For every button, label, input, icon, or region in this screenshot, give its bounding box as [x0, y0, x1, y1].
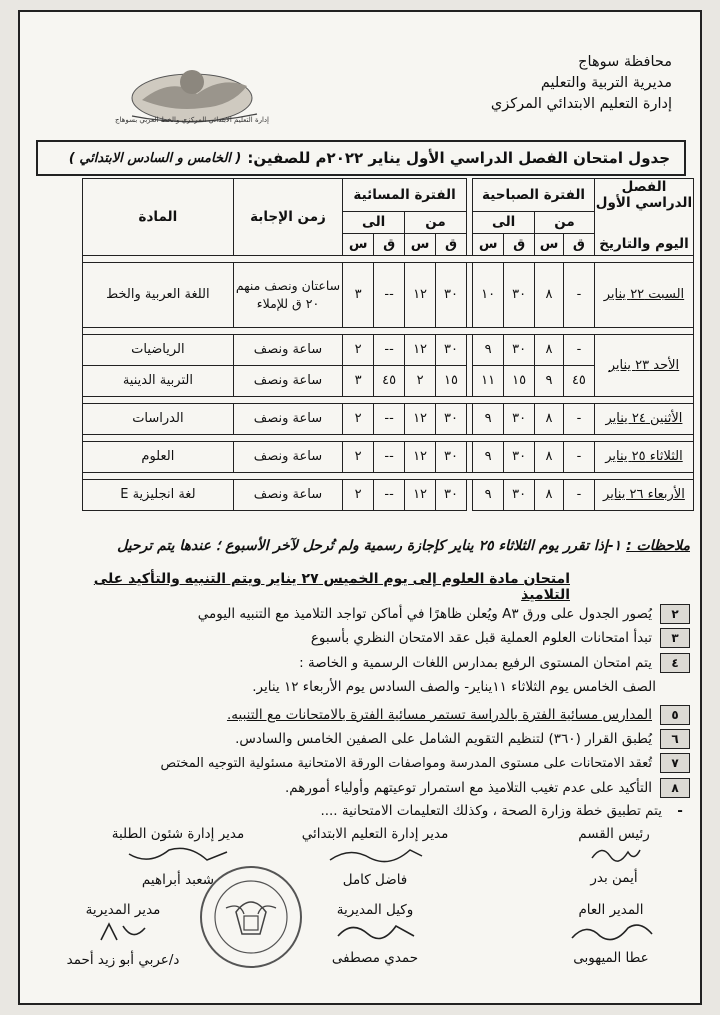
cell: ٨: [535, 334, 564, 365]
row-subject: اللغة العربية والخط: [83, 262, 234, 327]
note-text: يتم امتحان المستوى الرفيع بمدارس اللغات الرسمية و الخاصة :: [299, 655, 652, 671]
header-evening-to: الى: [343, 211, 405, 233]
cell: -: [563, 441, 594, 472]
cell: ٩: [535, 365, 564, 396]
header-evening: الفترة المسائية: [343, 179, 467, 212]
row-subject: العلوم: [83, 441, 234, 472]
note-number: ٢: [660, 604, 690, 624]
cell: ٢: [405, 365, 436, 396]
header-e-from-m: ق: [436, 233, 467, 255]
header-e-to-h: س: [343, 233, 374, 255]
header-m-to-m: ق: [504, 233, 535, 255]
cell: ٨: [535, 479, 564, 510]
table-row: [83, 334, 694, 365]
cell: -: [563, 479, 594, 510]
cell: ١٢: [405, 403, 436, 434]
signature-title: المدير العام: [578, 902, 644, 918]
cell: -: [563, 334, 594, 365]
note-3: [50, 628, 690, 648]
table-row: [83, 441, 694, 472]
header-evening-from: من: [405, 211, 467, 233]
note-number: ٧: [660, 753, 690, 773]
signature-name: عطا الميهوبى: [573, 950, 649, 966]
cell: ٣: [343, 365, 374, 396]
signature-name: د/عربي أبو زيد أحمد: [66, 952, 180, 968]
handwritten-signature-icon: [584, 842, 644, 866]
row-day: الثلاثاء ٢٥ يناير: [594, 441, 693, 472]
cell: ٩: [473, 403, 504, 434]
cell: ٤٥: [374, 365, 405, 396]
row-duration: ساعة ونصف: [233, 479, 342, 510]
note-text: تُعقد الامتحانات على مستوى المدرسة ومواصفات الورقة الامتحانية مسئولية التوجيه المختص: [160, 755, 652, 771]
row-day: السبت ٢٢ يناير: [594, 262, 693, 327]
row-duration: ساعة ونصف: [233, 365, 342, 396]
cell: ١٢: [405, 479, 436, 510]
cell: --: [374, 403, 405, 434]
header-block: [412, 52, 672, 115]
signature-name: أيمن بدر: [590, 870, 638, 886]
row-duration: ساعة ونصف: [233, 334, 342, 365]
note-1: ١-إذا تقرر يوم الثلاثاء ٢٥ يناير كإجازة رسمية ولم تُرحل لآخر الأسبوع ؛ عندها يتم ترحيل: [117, 538, 622, 554]
cell: ١٢: [405, 262, 436, 327]
cell: ٢: [343, 441, 374, 472]
cell: ٩: [473, 441, 504, 472]
cell: ٣٠: [504, 441, 535, 472]
note-1-continued: امتحان مادة العلوم إلى يوم الخميس ٢٧ يناير ويتم التنبيه والتأكيد على التلاميذ: [93, 571, 570, 603]
signature-name: حمدي مصطفى: [331, 950, 419, 966]
note-text: يتم تطبيق خطة وزارة الصحة ، وكذلك التعليمات الامتحانية ....: [320, 803, 662, 819]
notes-label: ملاحظات :: [626, 538, 690, 554]
header-term: الفصل الدراسي الأول: [595, 179, 693, 211]
header-m-to-h: س: [473, 233, 504, 255]
row-subject: لغة انجليزية E: [83, 479, 234, 510]
cell: --: [374, 441, 405, 472]
cell: ٣٠: [504, 334, 535, 365]
header-day: اليوم والتاريخ: [594, 233, 693, 255]
cell: ٣: [343, 262, 374, 327]
table-row: [83, 262, 694, 327]
note-9: [50, 803, 690, 819]
note-text: يُصور الجدول على ورق A٣ ويُعلن ظاهرًا في أماكن تواجد التلاميذ مع التنبيه اليومي: [197, 606, 652, 622]
signature-name: شعبد أبراهيم: [141, 872, 215, 888]
cell: ٨: [535, 262, 564, 327]
header-subject: المادة: [83, 179, 234, 256]
note-number: ٨: [660, 778, 690, 798]
note-5: [50, 705, 690, 725]
administration: إدارة التعليم الابتدائي المركزي: [490, 96, 672, 112]
note-text: المدارس مسائية الفترة بالدراسة تستمر مسائية الفترة بالامتحانات مع التنبيه.: [226, 707, 652, 723]
cell: ١٢: [405, 334, 436, 365]
cell: ٣٠: [436, 441, 467, 472]
signature-title: رئيس القسم: [578, 826, 650, 842]
signature-head-of-department: [554, 826, 674, 886]
signature-title: مدير المديرية: [85, 902, 161, 918]
note-6: [50, 729, 690, 749]
cell: ٣٠: [504, 403, 535, 434]
cell: --: [374, 334, 405, 365]
bullet-icon: -: [677, 803, 683, 819]
cell: ١٢: [405, 441, 436, 472]
note-text: يُطبق القرار (٣٦٠) لتنظيم التقويم الشامل على الصفين الخامس والسادس.: [235, 731, 652, 747]
row-subject: الرياضيات: [83, 334, 234, 365]
note-2: [50, 604, 690, 624]
cell: ٣٠: [436, 262, 467, 327]
row-duration: ساعة ونصف: [233, 441, 342, 472]
signature-primary-director: [280, 826, 470, 888]
note-8: [50, 778, 690, 798]
signature-title: مدير إدارة التعليم الابتدائي: [301, 826, 449, 842]
header-morning-to: الى: [473, 211, 535, 233]
table-row: [83, 403, 694, 434]
signature-title: مدير إدارة شئون الطلبة: [111, 826, 245, 842]
header-morning: الفترة الصباحية: [473, 179, 595, 212]
cell: ٤٥: [563, 365, 594, 396]
exam-schedule-table: [82, 178, 694, 511]
note-text: الصف الخامس يوم الثلاثاء ١١يناير- والصف السادس يوم الأربعاء ١٢ يناير.: [252, 679, 656, 695]
handwritten-signature-icon: [93, 918, 153, 948]
cell: ٣٠: [436, 334, 467, 365]
cell: ٣٠: [504, 479, 535, 510]
row-subject: الدراسات: [83, 403, 234, 434]
cell: ١٠: [473, 262, 504, 327]
cell: ٩: [473, 479, 504, 510]
note-number: ٣: [660, 628, 690, 648]
logo-caption: إدارة التعليم الابتدائي المركزي والخط العربي بسوهاج: [115, 116, 269, 124]
handwritten-signature-icon: [320, 842, 430, 868]
signature-title: وكيل المديرية: [336, 902, 414, 918]
cell: ٨: [535, 441, 564, 472]
cell: ٣٠: [504, 262, 535, 327]
cell: --: [374, 262, 405, 327]
signature-name: فاضل كامل: [342, 872, 408, 888]
header-m-from-m: ق: [563, 233, 594, 255]
note-number: ٥: [660, 705, 690, 725]
signature-directorate-manager: [48, 902, 198, 968]
handwritten-signature-icon: [330, 918, 420, 946]
row-day: الأربعاء ٢٦ يناير: [594, 479, 693, 510]
row-duration: ساعة ونصف: [233, 403, 342, 434]
administration-logo-icon: [72, 56, 312, 136]
header-duration: زمن الإجابة: [233, 179, 342, 256]
notes-first-line: [50, 538, 690, 554]
governorate: محافظة سوهاج: [578, 54, 672, 70]
cell: ١٥: [504, 365, 535, 396]
row-subject: التربية الدينية: [83, 365, 234, 396]
note-text: تبدأ امتحانات العلوم العملية قبل عقد الامتحان النظري بأسبوع: [310, 630, 652, 646]
title-grades: ( الخامس و السادس الابتدائي ): [68, 150, 242, 166]
header-m-from-h: س: [535, 233, 564, 255]
cell: ٢: [343, 334, 374, 365]
cell: ٣٠: [436, 479, 467, 510]
signature-general-manager: [546, 902, 676, 966]
cell: ٢: [343, 479, 374, 510]
note-4-continued: [56, 679, 656, 695]
official-seal-icon: [196, 862, 306, 972]
note-4: [50, 653, 690, 673]
note-7: [50, 753, 690, 773]
cell: ٣٠: [436, 403, 467, 434]
cell: ٢: [343, 403, 374, 434]
directorate: مديرية التربية والتعليم: [540, 75, 672, 91]
table-row: [83, 479, 694, 510]
header-e-to-m: ق: [374, 233, 405, 255]
note-number: ٦: [660, 729, 690, 749]
header-morning-from: من: [535, 211, 595, 233]
signature-deputy-director: [300, 902, 450, 966]
cell: ٨: [535, 403, 564, 434]
row-duration: ساعتان ونصف منهم ٢٠ ق للإملاء: [233, 262, 342, 327]
schedule-title: [36, 140, 686, 176]
title-main: جدول امتحان الفصل الدراسي الأول يناير ٢٠٢٢م للصفين:: [247, 149, 670, 167]
note-text: التأكيد على عدم تغيب التلاميذ مع استمرار توعيتهم وأولياء أمورهم.: [284, 780, 652, 796]
note-number: ٤: [660, 653, 690, 673]
cell: -: [563, 262, 594, 327]
row-day: الأحد ٢٣ يناير: [594, 334, 693, 396]
cell: ١٥: [436, 365, 467, 396]
header-e-from-h: س: [405, 233, 436, 255]
cell: ٩: [473, 334, 504, 365]
cell: --: [374, 479, 405, 510]
handwritten-signature-icon: [566, 918, 656, 946]
row-day: الأثنين ٢٤ يناير: [594, 403, 693, 434]
cell: -: [563, 403, 594, 434]
cell: ١١: [473, 365, 504, 396]
